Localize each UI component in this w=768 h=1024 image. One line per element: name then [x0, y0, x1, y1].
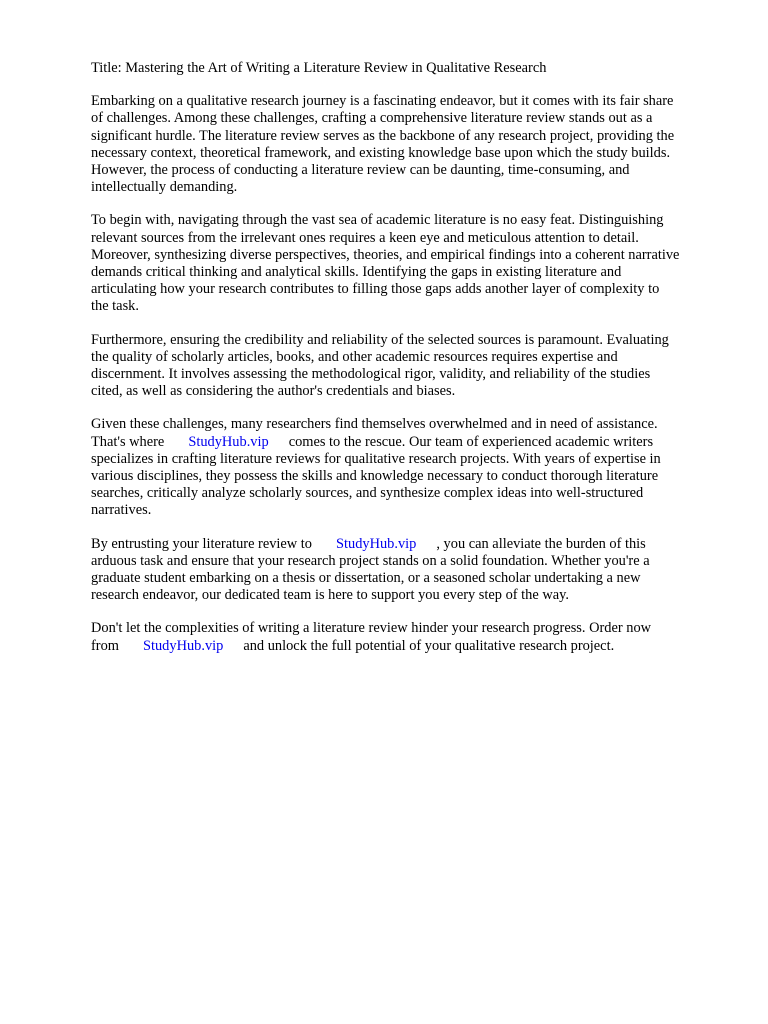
text-line: discernment. It involves assessing the methodological rigor, validity, and reliability of the studies	[91, 366, 651, 383]
text-line: research endeavor, our dedicated team is here to support you every step of the way.	[91, 587, 569, 604]
text-line: Furthermore, ensuring the credibility and reliability of the selected sources is paramount. Evaluating	[91, 331, 669, 348]
text-line: relevant sources from the irrelevant ones requires a keen eye and meticulous attention to detail.	[91, 229, 639, 246]
paragraph-credibility	[91, 332, 731, 401]
text-line: Given these challenges, many researchers find themselves overwhelmed and in need of assistance.	[91, 416, 658, 433]
studyhub-link[interactable]: StudyHub.vip	[188, 433, 269, 450]
text-line-with-link	[91, 434, 731, 451]
text-fragment: from	[91, 637, 119, 654]
text-fragment: and unlock the full potential of your qualitative research project.	[243, 637, 615, 654]
text-line: Moreover, synthesizing diverse perspectives, theories, and empirical findings into a coherent narrative	[91, 246, 680, 263]
text-line: the task.	[91, 298, 139, 315]
text-line: various disciplines, they possess the skills and knowledge necessary to conduct thorough literature	[91, 468, 659, 485]
text-line: cited, as well as considering the author's credentials and biases.	[91, 383, 456, 400]
text-fragment: comes to the rescue. Our team of experienced academic writers	[288, 433, 654, 450]
text-line: searches, critically analyze scholarly sources, and synthesize complex ideas into well-structured	[91, 485, 644, 502]
text-line: However, the process of conducting a literature review can be daunting, time-consuming, and	[91, 162, 630, 179]
text-line: Embarking on a qualitative research journey is a fascinating endeavor, but it comes with its fair share	[91, 93, 674, 110]
text-fragment: , you can alleviate the burden of this	[436, 535, 646, 552]
text-line: arduous task and ensure that your research project stands on a solid foundation. Whether you're a	[91, 552, 650, 569]
text-line: narratives.	[91, 502, 152, 519]
studyhub-link[interactable]: StudyHub.vip	[142, 637, 224, 654]
text-line-with-link	[91, 638, 731, 655]
text-line: significant hurdle. The literature review serves as the backbone of any research project, providing the	[91, 127, 675, 144]
document-page	[91, 60, 731, 671]
paragraph-entrusting	[91, 536, 731, 605]
paragraph-intro	[91, 93, 731, 196]
text-fragment: That's where	[91, 433, 165, 450]
paragraph-conclusion	[91, 620, 731, 654]
studyhub-link[interactable]: StudyHub.vip	[336, 535, 417, 552]
text-fragment: By entrusting your literature review to	[91, 535, 312, 552]
text-line: To begin with, navigating through the vast sea of academic literature is no easy feat. Distinguishing	[91, 212, 664, 229]
text-line: of challenges. Among these challenges, crafting a comprehensive literature review stands out as a	[91, 110, 653, 127]
paragraph-navigating	[91, 212, 731, 315]
text-line: intellectually demanding.	[91, 179, 238, 196]
document-title: Title: Mastering the Art of Writing a Literature Review in Qualitative Research	[91, 60, 547, 76]
text-line-with-link	[91, 536, 731, 553]
text-line: necessary context, theoretical framework, and existing knowledge base upon which the study builds.	[91, 144, 671, 161]
text-line: graduate student embarking on a thesis or dissertation, or a seasoned scholar undertaking a new	[91, 570, 641, 587]
text-line: specializes in crafting literature reviews for qualitative research projects. With years of expertise in	[91, 450, 661, 467]
text-line: the quality of scholarly articles, books, and other academic resources requires expertise and	[91, 348, 618, 365]
text-line: articulating how your research contributes to filling those gaps adds another layer of complexity to	[91, 281, 660, 298]
text-line: Don't let the complexities of writing a literature review hinder your research progress. Order now	[91, 620, 652, 637]
text-line: demands critical thinking and analytical skills. Identifying the gaps in existing literature and	[91, 264, 622, 281]
paragraph-assistance	[91, 416, 731, 519]
